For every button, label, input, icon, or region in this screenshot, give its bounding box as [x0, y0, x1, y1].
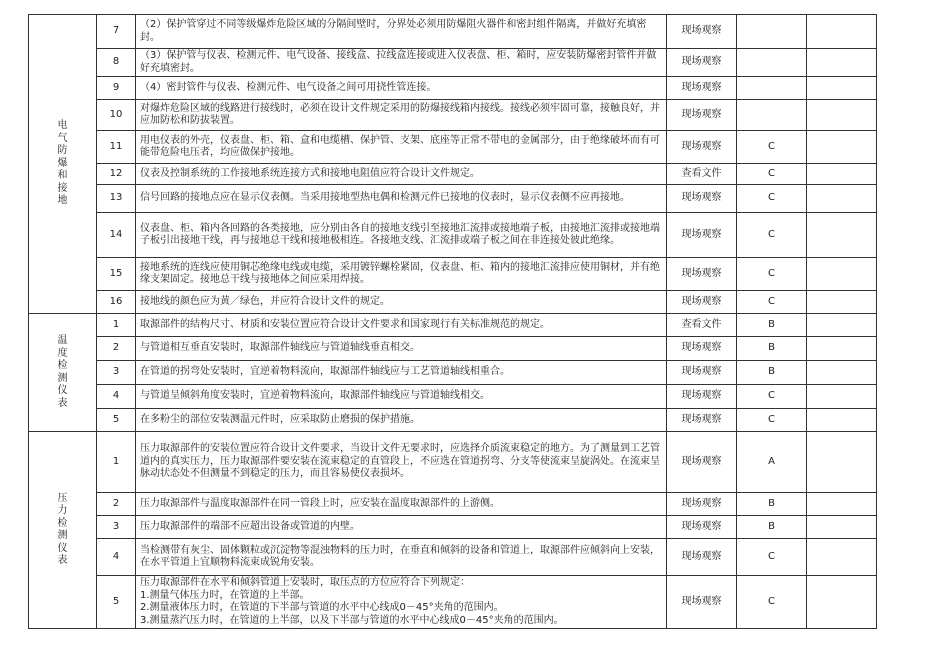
table-row: [29, 258, 877, 291]
requirement-text: 接地线的颜色应为黄／绿色，并应符合设计文件的规定。: [136, 291, 667, 314]
empty-cell: [807, 493, 877, 516]
grade-cell: C: [737, 539, 807, 576]
table-row: [29, 516, 877, 539]
item-number: 2: [97, 337, 136, 361]
grade-cell: C: [737, 576, 807, 629]
requirement-text: 接地系统的连线应使用铜芯绝缘电线或电缆，采用镀锌螺栓紧固，仪表盘、柜、箱内的接地汇流排应使用铜材，并有绝缘支架固定。接地总干线与接地体之间应采用焊接。: [136, 258, 667, 291]
requirement-text: （2）保护管穿过不同等级爆炸危险区域的分隔间壁时，分界处必须用防爆阻火器件和密封组件隔离，并做好充填密封。: [136, 15, 667, 49]
table-row: [29, 409, 877, 432]
inspection-method: 现场观察: [667, 100, 737, 131]
empty-cell: [807, 100, 877, 131]
table-row: [29, 385, 877, 409]
inspection-method: 现场观察: [667, 409, 737, 432]
requirement-text: 仪表及控制系统的工作接地系统连接方式和接地电阻值应符合设计文件规定。: [136, 164, 667, 185]
table-row: [29, 77, 877, 100]
empty-cell: [807, 291, 877, 314]
table-row: [29, 291, 877, 314]
requirement-text: 与管道呈倾斜角度安装时，宜逆着物料流向，取源部件轴线应与管道轴线相交。: [136, 385, 667, 409]
table-row: [29, 337, 877, 361]
table-row: [29, 185, 877, 213]
requirement-text: 对爆炸危险区域的线路进行接线时，必须在设计文件规定采用的防爆接线箱内接线。接线必须牢固可靠，接触良好，并应加防松和防拔装置。: [136, 100, 667, 131]
section-title-cell: [29, 15, 97, 314]
grade-cell: B: [737, 361, 807, 385]
requirement-text: 压力取源部件与温度取源部件在同一管段上时，应安装在温度取源部件的上游侧。: [136, 493, 667, 516]
item-number: 4: [97, 539, 136, 576]
grade-cell: C: [737, 164, 807, 185]
requirement-text: （4）密封管件与仪表、检测元件、电气设备之间可用挠性管连接。: [136, 77, 667, 100]
empty-cell: [807, 432, 877, 493]
empty-cell: [807, 258, 877, 291]
empty-cell: [807, 213, 877, 258]
item-number: 3: [97, 516, 136, 539]
inspection-method: 现场观察: [667, 516, 737, 539]
grade-cell: [737, 15, 807, 49]
grade-cell: C: [737, 385, 807, 409]
inspection-method: 现场观察: [667, 539, 737, 576]
grade-cell: [737, 49, 807, 77]
inspection-method: 现场观察: [667, 49, 737, 77]
table-row: [29, 100, 877, 131]
requirement-text: 压力取源部件的端部不应超出设备或管道的内壁。: [136, 516, 667, 539]
grade-cell: C: [737, 258, 807, 291]
inspection-method: 现场观察: [667, 432, 737, 493]
item-number: 16: [97, 291, 136, 314]
empty-cell: [807, 576, 877, 629]
item-number: 1: [97, 432, 136, 493]
empty-cell: [807, 49, 877, 77]
table-row: [29, 314, 877, 337]
grade-cell: B: [737, 314, 807, 337]
empty-cell: [807, 385, 877, 409]
inspection-method: 现场观察: [667, 15, 737, 49]
requirement-text: 压力取源部件的安装位置应符合设计文件要求，当设计文件无要求时，应选择介质流束稳定的地方。为了测量到工艺管道内的真实压力，压力取源部件要安装在流束稳定的直管段上，不应选在管道拐弯、分支等使流束呈旋涡处。在流束呈脉动状态处不但测量不到稳定的压力，而且容易使仪表损坏。: [136, 432, 667, 493]
item-number: 10: [97, 100, 136, 131]
inspection-method: 现场观察: [667, 213, 737, 258]
empty-cell: [807, 516, 877, 539]
item-number: 9: [97, 77, 136, 100]
requirement-text: 信号回路的接地点应在显示仪表侧。当采用接地型热电偶和检测元件已接地的仪表时，显示仪表侧不应再接地。: [136, 185, 667, 213]
grade-cell: C: [737, 131, 807, 164]
table-row: [29, 49, 877, 77]
item-number: 2: [97, 493, 136, 516]
grade-cell: C: [737, 409, 807, 432]
grade-cell: C: [737, 185, 807, 213]
table-row: [29, 361, 877, 385]
inspection-table-body: [29, 15, 877, 629]
grade-cell: [737, 100, 807, 131]
grade-cell: C: [737, 291, 807, 314]
inspection-method: 查看文件: [667, 314, 737, 337]
empty-cell: [807, 185, 877, 213]
empty-cell: [807, 539, 877, 576]
inspection-method: 现场观察: [667, 385, 737, 409]
requirement-text: （3）保护管与仪表、检测元件、电气设备、接线盒、拉线盒连接或进入仪表盘、柜、箱时，应安装防爆密封管件并做好充填密封。: [136, 49, 667, 77]
empty-cell: [807, 131, 877, 164]
grade-cell: A: [737, 432, 807, 493]
grade-cell: C: [737, 213, 807, 258]
table-row: [29, 213, 877, 258]
inspection-method: 现场观察: [667, 291, 737, 314]
empty-cell: [807, 77, 877, 100]
item-number: 14: [97, 213, 136, 258]
table-row: [29, 164, 877, 185]
inspection-method: 现场观察: [667, 576, 737, 629]
empty-cell: [807, 409, 877, 432]
inspection-table: [28, 14, 877, 629]
inspection-method: 查看文件: [667, 164, 737, 185]
section-title: 电气防爆和接地: [57, 120, 68, 207]
item-number: 11: [97, 131, 136, 164]
requirement-text: 仪表盘、柜、箱内各回路的各类接地，应分别由各自的接地支线引至接地汇流排或接地端子板，由接地汇流排或接地端子板引出接地干线，再与接地总干线和接地极相连。各接地支线、汇流排或端子板之间在非连接处彼此绝缘。: [136, 213, 667, 258]
grade-cell: B: [737, 493, 807, 516]
empty-cell: [807, 314, 877, 337]
grade-cell: B: [737, 337, 807, 361]
item-number: 4: [97, 385, 136, 409]
item-number: 5: [97, 576, 136, 629]
requirement-text: 用电仪表的外壳，仪表盘、柜、箱、盒和电缆槽、保护管、支架、底座等正常不带电的金属部分，由于绝缘破坏而有可能带危险电压者，均应做保护接地。: [136, 131, 667, 164]
empty-cell: [807, 337, 877, 361]
table-row: [29, 493, 877, 516]
inspection-method: 现场观察: [667, 493, 737, 516]
item-number: 7: [97, 15, 136, 49]
section-title: 温度检测仪表: [57, 335, 68, 409]
requirement-text: 压力取源部件在水平和倾斜管道上安装时，取压点的方位应符合下列规定： 1.测量气体压力时，在管道的上半部。 2.测量液体压力时，在管道的下半部与管道的水平中心线成0－45°夹角的范围内。 3.测量蒸汽压力时，在管道的上半部，以及下半部与管道的水平中心线成0－45°夹角的范围内。: [136, 576, 667, 629]
empty-cell: [807, 361, 877, 385]
empty-cell: [807, 164, 877, 185]
empty-cell: [807, 15, 877, 49]
item-number: 8: [97, 49, 136, 77]
table-row: [29, 15, 877, 49]
inspection-method: 现场观察: [667, 361, 737, 385]
table-row: [29, 432, 877, 493]
section-title-cell: [29, 432, 97, 629]
inspection-method: 现场观察: [667, 131, 737, 164]
requirement-text: 在多粉尘的部位安装测温元件时，应采取防止磨损的保护措施。: [136, 409, 667, 432]
requirement-text: 与管道相互垂直安装时，取源部件轴线应与管道轴线垂直相交。: [136, 337, 667, 361]
table-row: [29, 539, 877, 576]
section-title-cell: [29, 314, 97, 432]
inspection-method: 现场观察: [667, 258, 737, 291]
requirement-text: 在管道的拐弯处安装时，宜逆着物料流向，取源部件轴线应与工艺管道轴线相重合。: [136, 361, 667, 385]
item-number: 3: [97, 361, 136, 385]
inspection-method: 现场观察: [667, 337, 737, 361]
requirement-text: 当检测带有灰尘、固体颗粒或沉淀物等混浊物料的压力时，在垂直和倾斜的设备和管道上，取源部件应倾斜向上安装，在水平管道上宜顺物料流束成锐角安装。: [136, 539, 667, 576]
item-number: 1: [97, 314, 136, 337]
inspection-method: 现场观察: [667, 185, 737, 213]
section-title: 压力检测仪表: [57, 492, 68, 566]
requirement-text: 取源部件的结构尺寸、材质和安装位置应符合设计文件要求和国家现行有关标准规范的规定。: [136, 314, 667, 337]
table-row: [29, 576, 877, 629]
item-number: 13: [97, 185, 136, 213]
grade-cell: B: [737, 516, 807, 539]
item-number: 15: [97, 258, 136, 291]
item-number: 12: [97, 164, 136, 185]
item-number: 5: [97, 409, 136, 432]
grade-cell: [737, 77, 807, 100]
table-row: [29, 131, 877, 164]
inspection-method: 现场观察: [667, 77, 737, 100]
